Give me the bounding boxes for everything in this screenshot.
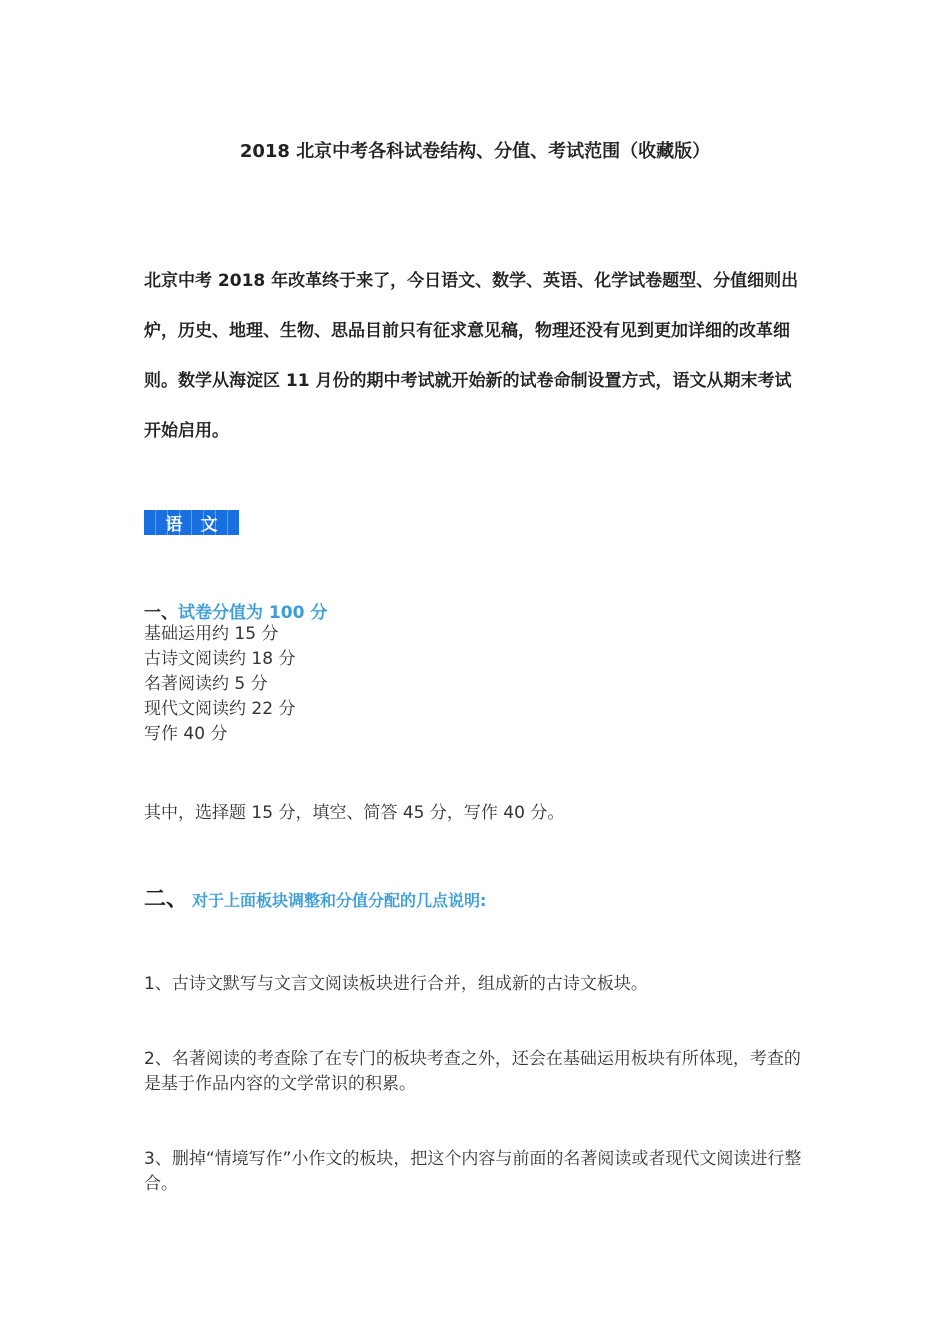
list-item: 写作 40 分 [144,724,228,744]
point-2: 2、名著阅读的考查除了在专门的板块考查之外，还会在基础运用板块有所体现，考查的是基于作品内容的文学常识的积累。 [144,1049,801,1094]
heading-text: 试卷分值为 100 分 [178,603,328,623]
point-3: 3、删掉“情境写作”小作文的板块，把这个内容与前面的名著阅读或者现代文阅读进行整合。 [144,1149,802,1194]
heading-number: 一、 [144,603,178,623]
intro-paragraph: 北京中考 2018 年改革终于来了，今日语文、数学、英语、化学试卷题型、分值细则出炉，历史、地理、生物、思品目前只有征求意见稿，物理还没有见到更加详细的改革细则。数学从海淀区 11 月份的期中考试就开始新的试卷命制设置方式，语文从期末考试开始启用。 [144,271,799,441]
section-label-chinese: 语文 [144,510,239,535]
heading-text: 对于上面板块调整和分值分配的几点说明: [192,891,487,910]
list-item: 名著阅读约 5 分 [144,674,268,694]
score-breakdown-list [144,622,295,747]
heading-number: 二、 [144,887,189,912]
document-title: 2018 北京中考各科试卷结构、分值、考试范围（收藏版） [239,141,711,162]
score-note: 其中，选择题 15 分，填空、简答 45 分，写作 40 分。 [144,803,565,823]
list-item: 现代文阅读约 22 分 [144,699,296,719]
heading-score-total [144,598,327,623]
point-1: 1、古诗文默写与文言文阅读板块进行合并，组成新的古诗文板块。 [144,974,648,994]
list-item: 基础运用约 15 分 [144,624,279,644]
heading-explanations [144,882,486,913]
list-item: 古诗文阅读约 18 分 [144,649,296,669]
